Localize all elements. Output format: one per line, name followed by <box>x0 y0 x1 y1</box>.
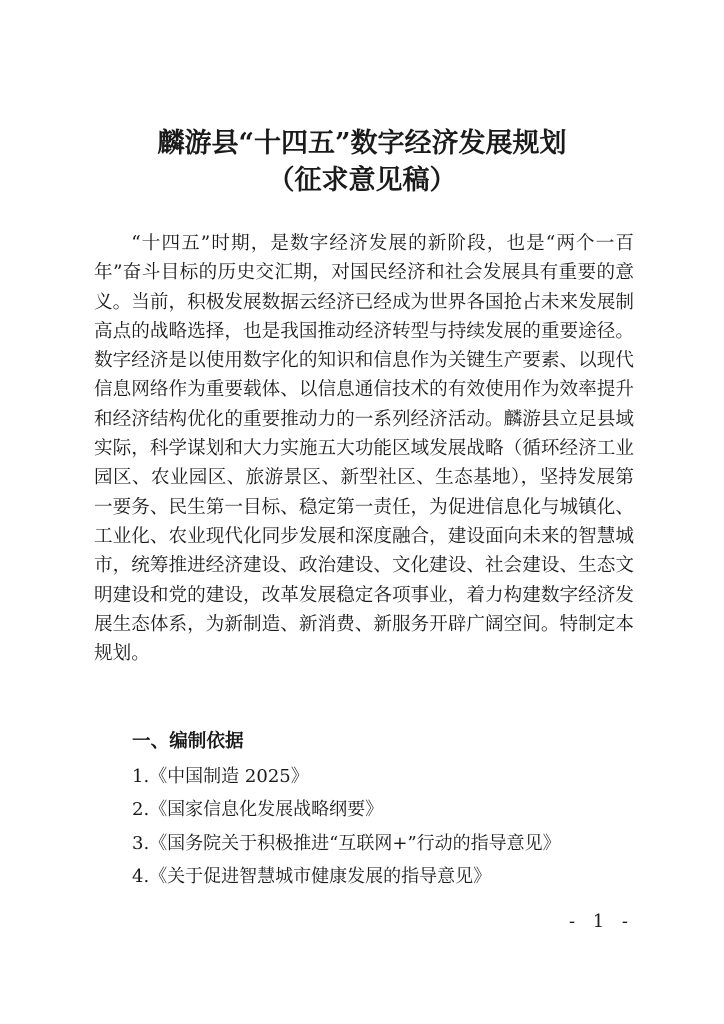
reference-number: 4. <box>132 865 150 887</box>
reference-number: 2. <box>132 799 150 821</box>
reference-title: 《中国制造 2025》 <box>149 766 309 787</box>
reference-item <box>132 793 561 826</box>
reference-title: 《关于促进智慧城市健康发展的指导意见》 <box>149 865 492 887</box>
intro-paragraph: “十四五”时期，是数字经济发展的新阶段，也是“两个一百年”奋斗目标的历史交汇期，对国民经济和社会发展具有重要的意义。当前，积极发展数据云经济已经成为世界各国抢占未来发展制高点的战略选择，也是我国推动经济转型与持续发展的重要途径。数字经济是以使用数字化的知识和信息作为关键生产要素、以现代信息网络作为重要载体、以信息通信技术的有效使用作为效率提升和经济结构优化的重要推动力的一系列经济活动。麟游县立足县域实际，科学谋划和大力实施五大功能区域发展战略（循环经济工业园区、农业园区、旅游景区、新型社区、生态基地），坚持发展第一要务、民生第一目标、稳定第一责任，为促进信息化与城镇化、工业化、农业现代化同步发展和深度融合，建设面向未来的智慧城市，统筹推进经济建设、政治建设、文化建设、社会建设、生态文明建设和党的建设，改革发展稳定各项事业，着力构建数字经济发展生态体系，为新制造、新消费、新服务开辟广阔空间。特制定本规划。 <box>94 233 634 665</box>
document-title: 麟游县“十四五”数字经济发展规划 <box>157 128 567 159</box>
section-heading: 一、编制依据 <box>132 731 244 752</box>
reference-list <box>132 760 561 893</box>
reference-item <box>132 760 561 793</box>
page-number: - 1 - <box>568 911 634 932</box>
reference-number: 1. <box>132 766 150 787</box>
reference-number: 3. <box>132 832 150 854</box>
reference-item <box>132 827 561 860</box>
reference-item <box>132 860 561 893</box>
reference-title: 《国务院关于积极推进“互联网+”行动的指导意见》 <box>149 832 561 854</box>
reference-title: 《国家信息化发展战略纲要》 <box>149 799 384 821</box>
document-subtitle: （征求意见稿） <box>267 165 457 196</box>
